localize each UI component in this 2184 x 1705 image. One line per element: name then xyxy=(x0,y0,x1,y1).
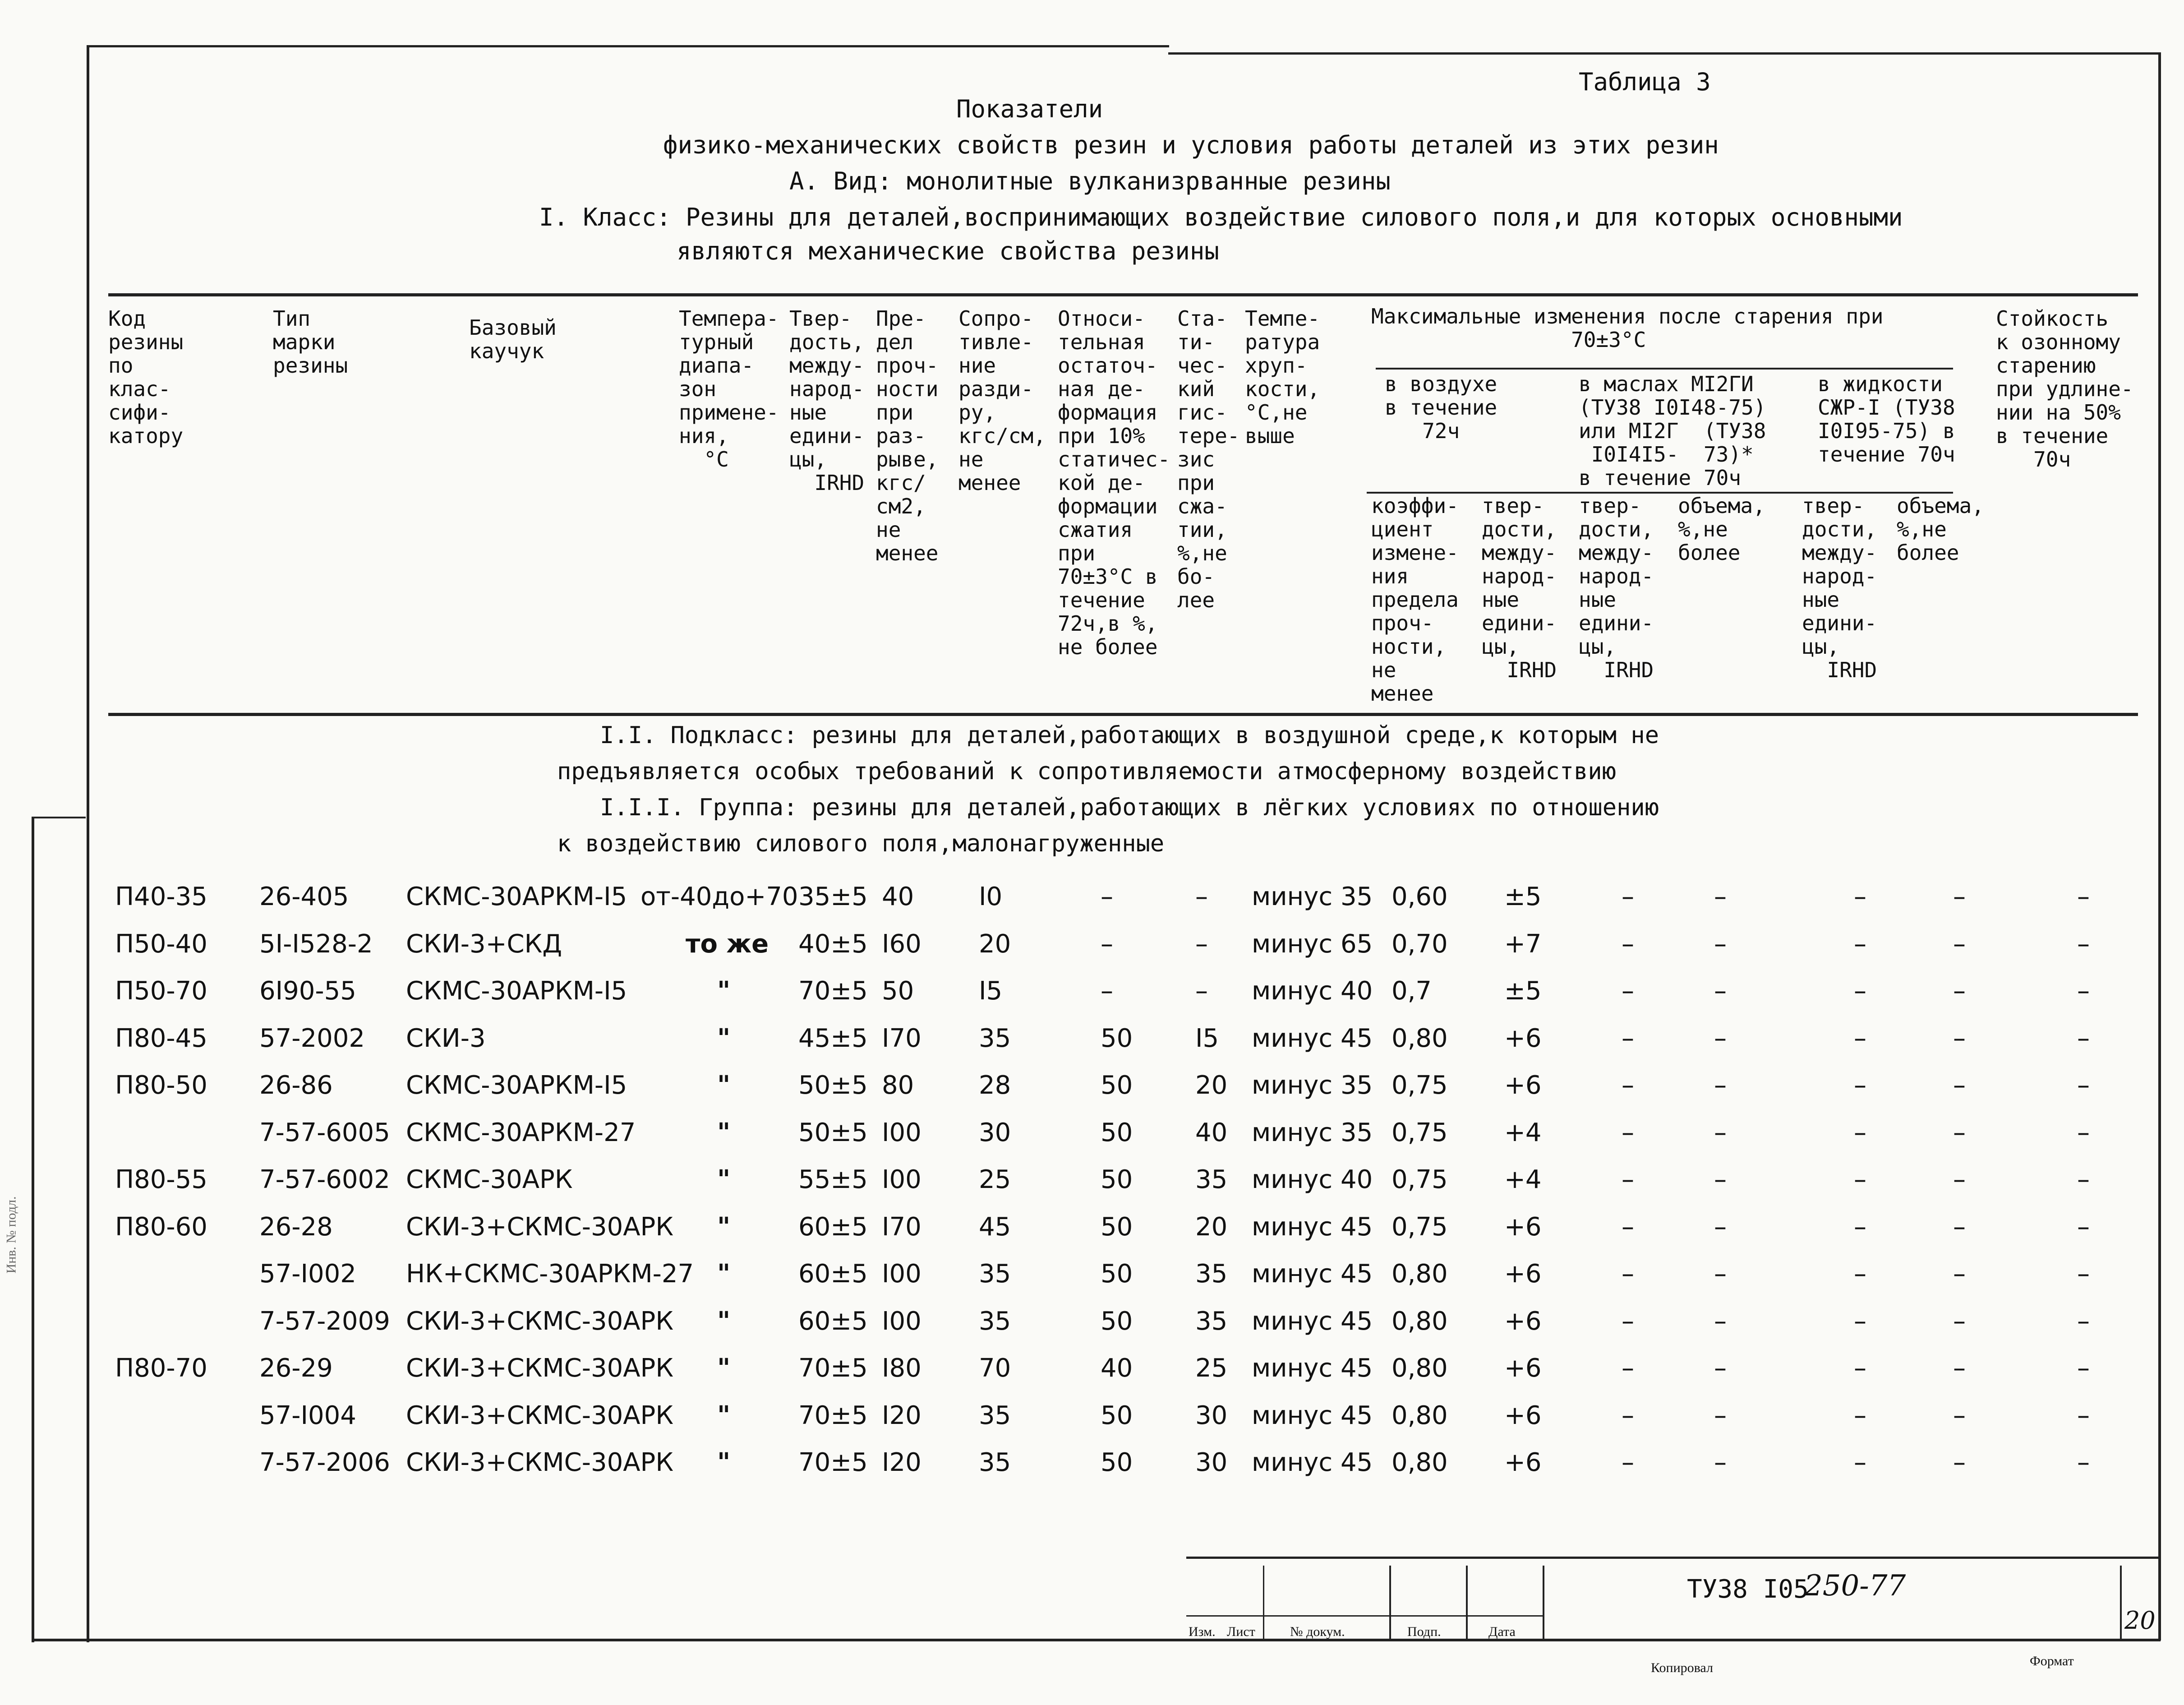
cell-rubber: СКИ-3+СКМС-30АРК xyxy=(406,1448,674,1477)
cell-hard: 60±5 xyxy=(798,1306,868,1336)
cell-c2: – xyxy=(1714,1023,1727,1053)
cell-temp: " xyxy=(717,1354,731,1383)
cell-tear: 20 xyxy=(979,929,1011,959)
table-row xyxy=(0,1118,2184,1165)
cell-c2: – xyxy=(1714,882,1727,911)
cell-brand: 7-57-6005 xyxy=(259,1118,390,1147)
cell-hyst: 20 xyxy=(1195,1071,1228,1100)
cell-c2: – xyxy=(1714,1165,1727,1194)
title-line-3: А. Вид: монолитные вулканизрванные резины xyxy=(789,167,1391,195)
cell-c1: – xyxy=(1622,1023,1634,1053)
cell-brand: 7-57-6002 xyxy=(259,1165,390,1194)
cell-rubber: СКИ-3 xyxy=(406,1023,486,1053)
cell-c4: – xyxy=(1953,1212,1966,1242)
cell-compset: 50 xyxy=(1101,1023,1133,1053)
cell-strength: I80 xyxy=(882,1354,922,1383)
cell-brand: 6I90-55 xyxy=(259,976,356,1006)
stamp-divider-4 xyxy=(1543,1566,1544,1640)
table-row xyxy=(0,929,2184,976)
cell-brand: 26-29 xyxy=(259,1354,333,1383)
cell-strength: I00 xyxy=(882,1306,922,1336)
table-row xyxy=(0,1212,2184,1259)
cell-coef: 0,80 xyxy=(1391,1448,1448,1477)
cell-c5: – xyxy=(2077,882,2090,911)
header-top-rule xyxy=(108,293,2138,296)
cell-hyst: 35 xyxy=(1195,1306,1228,1336)
cell-hyst: 30 xyxy=(1195,1448,1228,1477)
cell-brittle: минус 45 xyxy=(1252,1354,1373,1383)
cell-code: П80-55 xyxy=(115,1165,207,1194)
cell-c3: – xyxy=(1854,1071,1866,1100)
cell-temp: " xyxy=(717,1118,731,1147)
cell-code: П50-40 xyxy=(115,929,207,959)
cell-tear: 25 xyxy=(979,1165,1011,1194)
table-label: Таблица 3 xyxy=(1579,68,1711,96)
cell-c2: – xyxy=(1714,1400,1727,1430)
cell-brittle: минус 45 xyxy=(1252,1400,1373,1430)
cell-hard: 50±5 xyxy=(798,1071,868,1100)
cell-c5: – xyxy=(2077,1354,2090,1383)
sheet-number: 20 xyxy=(2124,1606,2156,1635)
cell-strength: I70 xyxy=(882,1023,922,1053)
cell-air-hard: +7 xyxy=(1504,929,1542,959)
stamp-label-change: Изм. xyxy=(1189,1624,1216,1639)
cell-brittle: минус 40 xyxy=(1252,976,1373,1006)
cell-tear: 28 xyxy=(979,1071,1011,1100)
cell-c1: – xyxy=(1622,882,1634,911)
cell-c3: – xyxy=(1854,1259,1866,1289)
stamp-label-docnum: № докум. xyxy=(1290,1624,1345,1639)
stamp-divider-5 xyxy=(2120,1566,2122,1640)
cell-code: П50-70 xyxy=(115,976,207,1006)
cell-c1: – xyxy=(1622,1212,1634,1242)
title-line-2: физико-механических свойств резин и условия работы деталей из этих резин xyxy=(663,131,1719,159)
cell-coef: 0,70 xyxy=(1391,929,1448,959)
stamp-format-label: Формат xyxy=(2030,1654,2074,1668)
cell-c4: – xyxy=(1953,1354,1966,1383)
cell-c5: – xyxy=(2077,1165,2090,1194)
cell-c1: – xyxy=(1622,1448,1634,1477)
cell-air-hard: +6 xyxy=(1504,1306,1542,1336)
title-line-5: являются механические свойства резины xyxy=(677,237,1219,265)
table-row xyxy=(0,1354,2184,1400)
cell-compset: 50 xyxy=(1101,1212,1133,1242)
stamp-label-date: Дата xyxy=(1488,1624,1516,1639)
cell-compset: 50 xyxy=(1101,1165,1133,1194)
cell-hyst: 35 xyxy=(1195,1259,1228,1289)
cell-c2: – xyxy=(1714,929,1727,959)
cell-tear: 35 xyxy=(979,1306,1011,1336)
cell-coef: 0,80 xyxy=(1391,1400,1448,1430)
cell-hard: 70±5 xyxy=(798,976,868,1006)
col-header-hysteresis: Ста- ти- чес- кий гис- тере- зис при сжа- тии, %,не бо- лее xyxy=(1177,306,1240,612)
cell-c4: – xyxy=(1953,1071,1966,1100)
cell-hyst: – xyxy=(1195,976,1208,1006)
table-row xyxy=(0,1165,2184,1212)
cell-c3: – xyxy=(1854,1354,1866,1383)
cell-compset: – xyxy=(1101,882,1113,911)
cell-compset: – xyxy=(1101,976,1113,1006)
cell-c3: – xyxy=(1854,1118,1866,1147)
cell-air-hard: +6 xyxy=(1504,1354,1542,1383)
cell-c4: – xyxy=(1953,976,1966,1006)
cell-compset: 50 xyxy=(1101,1259,1133,1289)
cell-compset: 50 xyxy=(1101,1118,1133,1147)
col-header-air-hardness: твер- дости, между- народ- ные едини- цы, IRHD xyxy=(1482,494,1557,682)
cell-temp: " xyxy=(717,1400,731,1430)
cell-hard: 70±5 xyxy=(798,1448,868,1477)
table-row xyxy=(0,882,2184,929)
cell-hard: 70±5 xyxy=(798,1400,868,1430)
table-row xyxy=(0,1071,2184,1118)
stamp-label-sheet: Лист xyxy=(1227,1624,1255,1639)
cell-c2: – xyxy=(1714,1448,1727,1477)
cell-brand: 7-57-2009 xyxy=(259,1306,390,1336)
cell-hyst: 40 xyxy=(1195,1118,1228,1147)
cell-temp: " xyxy=(717,976,731,1006)
cell-coef: 0,80 xyxy=(1391,1023,1448,1053)
cell-c1: – xyxy=(1622,929,1634,959)
stamp-copied-label: Копировал xyxy=(1651,1660,1713,1675)
cell-c5: – xyxy=(2077,929,2090,959)
cell-coef: 0,75 xyxy=(1391,1118,1448,1147)
cell-c4: – xyxy=(1953,1448,1966,1477)
cell-air-hard: +6 xyxy=(1504,1400,1542,1430)
cell-c3: – xyxy=(1854,1212,1866,1242)
cell-rubber: НК+СКМС-30АРКМ-27 xyxy=(406,1259,694,1289)
frame-top-border xyxy=(87,45,1169,47)
cell-tear: I0 xyxy=(979,882,1003,911)
cell-brittle: минус 40 xyxy=(1252,1165,1373,1194)
cell-brand: 7-57-2006 xyxy=(259,1448,390,1477)
cell-c2: – xyxy=(1714,976,1727,1006)
col-header-air: в воздухе в течение 72ч xyxy=(1385,372,1497,443)
stamp-top-rule xyxy=(1186,1557,2161,1559)
cell-hard: 55±5 xyxy=(798,1165,868,1194)
cell-hyst: 35 xyxy=(1195,1165,1228,1194)
cell-brittle: минус 45 xyxy=(1252,1306,1373,1336)
cell-coef: 0,80 xyxy=(1391,1259,1448,1289)
side-margin-top xyxy=(32,817,86,818)
cell-c5: – xyxy=(2077,1118,2090,1147)
col-header-strength: Пре- дел проч- ности при раз- рыве, кгс/ см2, не менее xyxy=(876,306,939,565)
col-header-aging-group: Максимальные изменения после старения при 70±3°С xyxy=(1371,304,1884,352)
cell-strength: I00 xyxy=(882,1259,922,1289)
col-header-fluid-hardness: твер- дости, между- народ- ные едини- цы, IRHD xyxy=(1802,494,1877,682)
cell-strength: 40 xyxy=(882,882,914,911)
cell-c4: – xyxy=(1953,1023,1966,1053)
col-header-temp: Темпера- турный диапа- зон примене- ния, °С xyxy=(679,306,779,471)
cell-tear: I5 xyxy=(979,976,1003,1006)
cell-temp: " xyxy=(717,1071,731,1100)
cell-c1: – xyxy=(1622,1071,1634,1100)
col-header-compset: Относи- тельная остаточ- ная де- формация при 10% статичес- кой де- формации сжатия при 70±3°С в течение 72ч,в %, не более xyxy=(1058,306,1170,659)
cell-tear: 30 xyxy=(979,1118,1011,1147)
cell-code: П80-70 xyxy=(115,1354,207,1383)
cell-brittle: минус 35 xyxy=(1252,882,1373,911)
col-header-tear: Сопро- тивле- ние разди- ру, кгс/см, не менее xyxy=(958,306,1046,495)
cell-rubber: СКМС-30АРКМ-I5 xyxy=(406,882,627,911)
col-header-air-coef: коэффи- циент измене- ния предела проч- ности, не менее xyxy=(1371,494,1459,706)
cell-air-hard: +6 xyxy=(1504,1259,1542,1289)
cell-tear: 45 xyxy=(979,1212,1011,1242)
frame-bottom-border xyxy=(32,1639,2161,1641)
cell-hard: 60±5 xyxy=(798,1259,868,1289)
stamp-label-rule xyxy=(1186,1615,1543,1617)
cell-c2: – xyxy=(1714,1071,1727,1100)
cell-hard: 50±5 xyxy=(798,1118,868,1147)
cell-c5: – xyxy=(2077,1071,2090,1100)
cell-coef: 0,75 xyxy=(1391,1071,1448,1100)
side-margin-label: Инв. № подл. xyxy=(4,1196,19,1274)
cell-c5: – xyxy=(2077,1259,2090,1289)
col-header-oil-hardness: твер- дости, между- народ- ные едини- цы, IRHD xyxy=(1579,494,1654,682)
cell-brittle: минус 35 xyxy=(1252,1071,1373,1100)
cell-temp: " xyxy=(717,1165,731,1194)
cell-temp: " xyxy=(717,1023,731,1053)
cell-brand: 26-405 xyxy=(259,882,349,911)
cell-c3: – xyxy=(1854,882,1866,911)
cell-air-hard: +4 xyxy=(1504,1165,1542,1194)
cell-brand: 5I-I528-2 xyxy=(259,929,373,959)
table-row xyxy=(0,976,2184,1023)
cell-tear: 35 xyxy=(979,1023,1011,1053)
cell-strength: I00 xyxy=(882,1165,922,1194)
cell-brand: 57-I002 xyxy=(259,1259,356,1289)
cell-c2: – xyxy=(1714,1212,1727,1242)
stamp-divider-3 xyxy=(1466,1566,1468,1640)
cell-air-hard: ±5 xyxy=(1504,976,1542,1006)
cell-brittle: минус 45 xyxy=(1252,1259,1373,1289)
cell-strength: I00 xyxy=(882,1118,922,1147)
cell-c1: – xyxy=(1622,1354,1634,1383)
cell-c5: – xyxy=(2077,1448,2090,1477)
cell-rubber: СКМС-30АРКМ-I5 xyxy=(406,1071,627,1100)
cell-hard: 45±5 xyxy=(798,1023,868,1053)
table-row xyxy=(0,1401,2184,1448)
cell-air-hard: +4 xyxy=(1504,1118,1542,1147)
cell-air-hard: ±5 xyxy=(1504,882,1542,911)
table-row xyxy=(0,1448,2184,1495)
cell-temp: " xyxy=(717,1448,731,1477)
cell-coef: 0,75 xyxy=(1391,1212,1448,1242)
cell-temp: от-40до+70 xyxy=(640,882,798,911)
cell-c1: – xyxy=(1622,1118,1634,1147)
col-header-ozone: Стойкость к озонному старению при удлине- нии на 50% в течение 70ч xyxy=(1996,306,2133,471)
cell-brand: 26-86 xyxy=(259,1071,333,1100)
cell-rubber: СКИ-3+СКД xyxy=(406,929,562,959)
title-line-1: Показатели xyxy=(956,95,1103,123)
cell-c4: – xyxy=(1953,882,1966,911)
subclass-line-2: предъявляется особых требований к сопротивляемости атмосферному воздействию xyxy=(557,758,1616,785)
col-header-brittleness: Темпе- ратура хруп- кости, °С,не выше xyxy=(1245,306,1320,448)
col-header-oil-volume: объема, %,не более xyxy=(1678,494,1765,565)
cell-compset: 50 xyxy=(1101,1306,1133,1336)
stamp-label-sign: Подп. xyxy=(1407,1624,1441,1639)
cell-strength: I60 xyxy=(882,929,922,959)
cell-tear: 35 xyxy=(979,1259,1011,1289)
cell-temp: " xyxy=(717,1212,731,1242)
col-header-hardness: Твер- дость, между- народ- ные едини- цы, IRHD xyxy=(789,306,865,495)
cell-c2: – xyxy=(1714,1306,1727,1336)
cell-air-hard: +6 xyxy=(1504,1071,1542,1100)
cell-brand: 26-28 xyxy=(259,1212,333,1242)
cell-c3: – xyxy=(1854,1023,1866,1053)
group-line-2: к воздействию силового поля,малонагруженные xyxy=(557,830,1165,857)
cell-coef: 0,80 xyxy=(1391,1354,1448,1383)
cell-code: П40-35 xyxy=(115,882,207,911)
cell-c5: – xyxy=(2077,976,2090,1006)
cell-coef: 0,75 xyxy=(1391,1165,1448,1194)
cell-hard: 70±5 xyxy=(798,1354,868,1383)
subclass-line-1: I.I. Подкласс: резины для деталей,работающих в воздушной среде,к которым не xyxy=(600,722,1659,749)
cell-c4: – xyxy=(1953,1259,1966,1289)
cell-c1: – xyxy=(1622,976,1634,1006)
cell-c4: – xyxy=(1953,1400,1966,1430)
cell-c1: – xyxy=(1622,1165,1634,1194)
doc-code-printed: ТУ38 I05 xyxy=(1687,1575,1809,1604)
cell-strength: 80 xyxy=(882,1071,914,1100)
cell-c4: – xyxy=(1953,1306,1966,1336)
cell-rubber: СКИ-3+СКМС-30АРК xyxy=(406,1212,674,1242)
cell-temp: " xyxy=(717,1259,731,1289)
header-bottom-rule xyxy=(108,713,2138,716)
cell-c1: – xyxy=(1622,1400,1634,1430)
cell-hard: 60±5 xyxy=(798,1212,868,1242)
cell-air-hard: +6 xyxy=(1504,1212,1542,1242)
cell-rubber: СКМС-30АРКМ-27 xyxy=(406,1118,636,1147)
cell-brittle: минус 45 xyxy=(1252,1448,1373,1477)
cell-temp: " xyxy=(717,1306,731,1336)
cell-c5: – xyxy=(2077,1212,2090,1242)
table-row xyxy=(0,1024,2184,1071)
cell-hyst: 20 xyxy=(1195,1212,1228,1242)
cell-c2: – xyxy=(1714,1259,1727,1289)
cell-brittle: минус 45 xyxy=(1252,1212,1373,1242)
cell-air-hard: +6 xyxy=(1504,1023,1542,1053)
cell-rubber: СКИ-3+СКМС-30АРК xyxy=(406,1400,674,1430)
cell-tear: 35 xyxy=(979,1400,1011,1430)
group-line-1: I.I.I. Группа: резины для деталей,работающих в лёгких условиях по отношению xyxy=(600,794,1659,821)
cell-compset: – xyxy=(1101,929,1113,959)
cell-strength: 50 xyxy=(882,976,914,1006)
col-header-fluid-volume: объема, %,не более xyxy=(1897,494,1984,565)
cell-air-hard: +6 xyxy=(1504,1448,1542,1477)
cell-c3: – xyxy=(1854,929,1866,959)
cell-rubber: СКИ-3+СКМС-30АРК xyxy=(406,1354,674,1383)
table-row xyxy=(0,1259,2184,1306)
title-line-4: I. Класс: Резины для деталей,воспринимающих воздействие силового поля,и для которых основными xyxy=(539,203,1903,231)
cell-hard: 40±5 xyxy=(798,929,868,959)
col-header-oil: в маслах МI2ГИ (ТУ38 I0I48-75) или МI2Г (ТУ38 I0I4I5- 73)* в течение 70ч xyxy=(1579,372,1766,490)
cell-code: П80-60 xyxy=(115,1212,207,1242)
cell-c3: – xyxy=(1854,976,1866,1006)
cell-hyst: – xyxy=(1195,929,1208,959)
cell-strength: I70 xyxy=(882,1212,922,1242)
col-header-rubber: Базовый каучук xyxy=(469,315,557,363)
cell-hyst: 30 xyxy=(1195,1400,1228,1430)
cell-strength: I20 xyxy=(882,1400,922,1430)
cell-c4: – xyxy=(1953,1118,1966,1147)
cell-c2: – xyxy=(1714,1118,1727,1147)
cell-c2: – xyxy=(1714,1354,1727,1383)
cell-compset: 40 xyxy=(1101,1354,1133,1383)
col-header-code: Код резины по клас- сифи- катору xyxy=(108,306,184,448)
cell-c5: – xyxy=(2077,1306,2090,1336)
cell-hyst: 25 xyxy=(1195,1354,1228,1383)
cell-code: П80-50 xyxy=(115,1071,207,1100)
cell-compset: 50 xyxy=(1101,1400,1133,1430)
cell-coef: 0,60 xyxy=(1391,882,1448,911)
cell-rubber: СКМС-30АРКМ-I5 xyxy=(406,976,627,1006)
cell-brand: 57-I004 xyxy=(259,1400,356,1430)
cell-brittle: минус 45 xyxy=(1252,1023,1373,1053)
cell-rubber: СКМС-30АРК xyxy=(406,1165,573,1194)
table-row xyxy=(0,1307,2184,1354)
cell-compset: 50 xyxy=(1101,1448,1133,1477)
doc-code-handwritten: 250-77 xyxy=(1804,1569,1906,1603)
stamp-divider-1 xyxy=(1263,1566,1264,1640)
stamp-divider-2 xyxy=(1389,1566,1391,1640)
col-header-fluid: в жидкости СЖР-I (ТУ38 I0I95-75) в течение 70ч xyxy=(1818,372,1955,467)
cell-coef: 0,7 xyxy=(1391,976,1432,1006)
cell-brand: 57-2002 xyxy=(259,1023,365,1053)
cell-strength: I20 xyxy=(882,1448,922,1477)
col-header-brand: Тип марки резины xyxy=(273,306,348,378)
cell-brittle: минус 35 xyxy=(1252,1118,1373,1147)
cell-rubber: СКИ-3+СКМС-30АРК xyxy=(406,1306,674,1336)
cell-c5: – xyxy=(2077,1023,2090,1053)
cell-tear: 70 xyxy=(979,1354,1011,1383)
cell-c3: – xyxy=(1854,1306,1866,1336)
cell-c3: – xyxy=(1854,1165,1866,1194)
cell-tear: 35 xyxy=(979,1448,1011,1477)
cell-c3: – xyxy=(1854,1448,1866,1477)
cell-code: П80-45 xyxy=(115,1023,207,1053)
cell-hyst: I5 xyxy=(1195,1023,1219,1053)
cell-coef: 0,80 xyxy=(1391,1306,1448,1336)
cell-c3: – xyxy=(1854,1400,1866,1430)
cell-hard: 35±5 xyxy=(798,882,868,911)
cell-c4: – xyxy=(1953,929,1966,959)
aging-group-rule xyxy=(1376,368,1953,370)
cell-brittle: минус 65 xyxy=(1252,929,1373,959)
cell-compset: 50 xyxy=(1101,1071,1133,1100)
frame-top-border-right xyxy=(1168,52,2161,55)
cell-c1: – xyxy=(1622,1259,1634,1289)
cell-c5: – xyxy=(2077,1400,2090,1430)
cell-hyst: – xyxy=(1195,882,1208,911)
cell-temp: то же xyxy=(686,929,769,959)
cell-c4: – xyxy=(1953,1165,1966,1194)
cell-c1: – xyxy=(1622,1306,1634,1336)
